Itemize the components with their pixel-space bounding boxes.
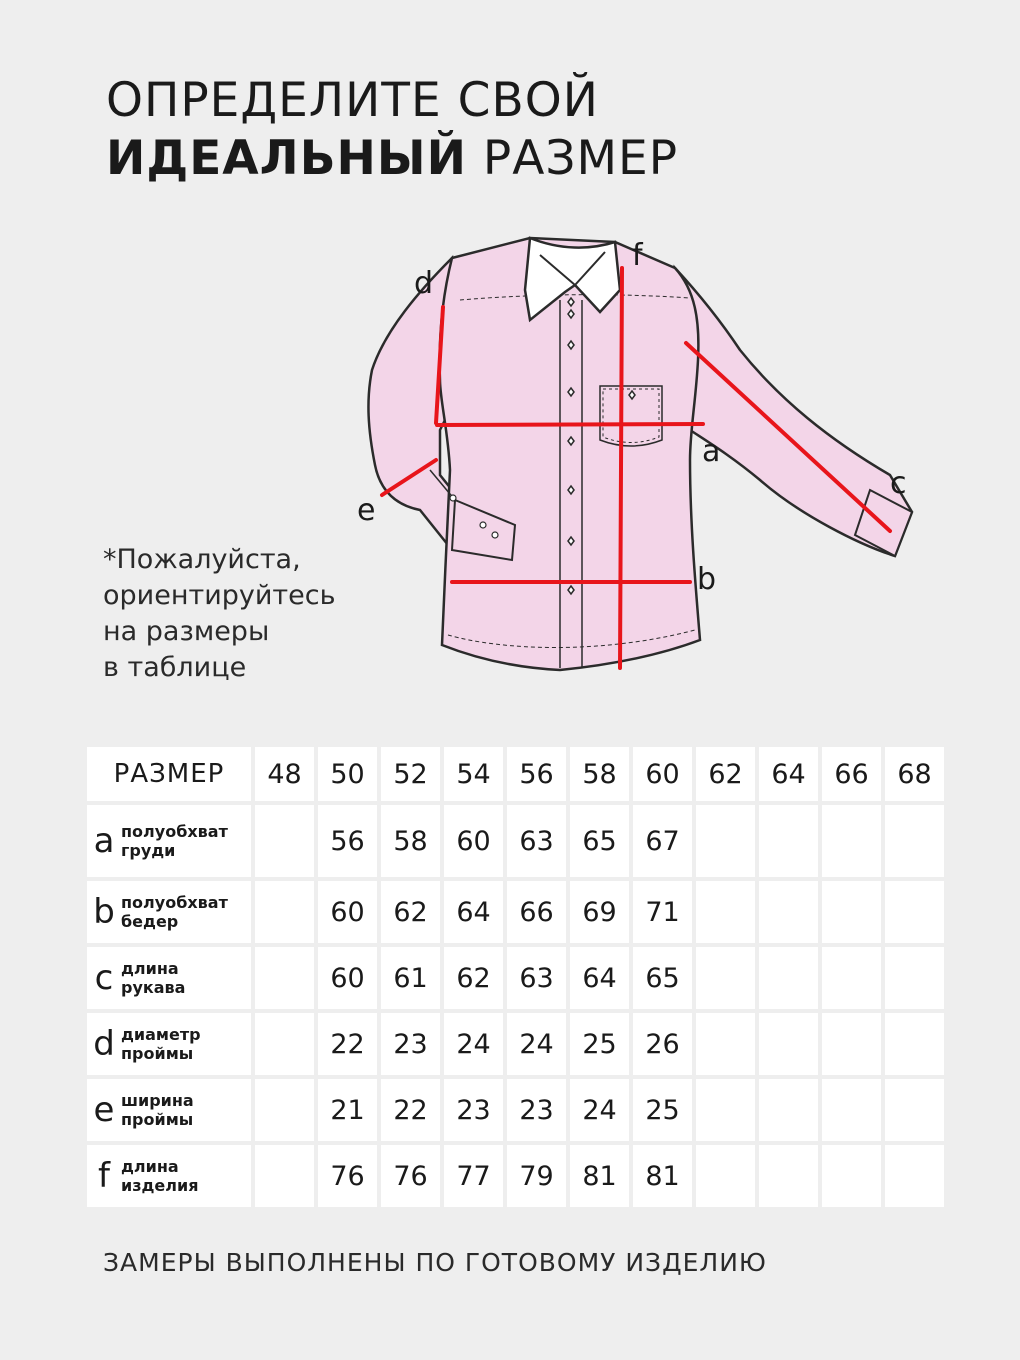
- value-cell: [696, 1013, 755, 1075]
- label-b: b: [697, 562, 717, 597]
- value-cell: [759, 1145, 818, 1207]
- value-cell: [822, 805, 881, 877]
- value-cell: [759, 805, 818, 877]
- size-header-cell: 54: [444, 747, 503, 801]
- size-header-cell: 52: [381, 747, 440, 801]
- value-cell: 63: [507, 947, 566, 1009]
- param-letter: b: [93, 892, 115, 932]
- value-cell: 25: [633, 1079, 692, 1141]
- value-cell: [885, 881, 944, 943]
- value-cell: [885, 947, 944, 1009]
- value-cell: 26: [633, 1013, 692, 1075]
- value-cell: 23: [444, 1079, 503, 1141]
- size-header-cell: 50: [318, 747, 377, 801]
- size-header-cell: 62: [696, 747, 755, 801]
- value-cell: 24: [507, 1013, 566, 1075]
- value-cell: [822, 881, 881, 943]
- size-table: [83, 743, 948, 1211]
- size-header-cell: 60: [633, 747, 692, 801]
- measure-line-a: [437, 424, 703, 425]
- value-cell: 81: [570, 1145, 629, 1207]
- param-name: ширина проймы: [121, 1091, 194, 1129]
- shirt-illustration: [357, 228, 930, 688]
- param-letter: d: [93, 1024, 115, 1064]
- param-cell: [87, 881, 251, 943]
- param-letter: e: [93, 1090, 115, 1130]
- label-a: a: [702, 434, 721, 469]
- title-rest-word: РАЗМЕР: [482, 131, 679, 186]
- value-cell: [255, 1145, 314, 1207]
- footer-note: ЗАМЕРЫ ВЫПОЛНЕНЫ ПО ГОТОВОМУ ИЗДЕЛИЮ: [103, 1248, 767, 1277]
- size-header-cell: 68: [885, 747, 944, 801]
- value-cell: 69: [570, 881, 629, 943]
- value-cell: [255, 947, 314, 1009]
- value-cell: [885, 805, 944, 877]
- value-cell: 58: [381, 805, 440, 877]
- value-cell: [696, 881, 755, 943]
- value-cell: [759, 881, 818, 943]
- value-cell: 22: [381, 1079, 440, 1141]
- value-cell: [696, 805, 755, 877]
- param-name: длина рукава: [121, 959, 186, 997]
- param-letter: a: [93, 821, 115, 861]
- value-cell: [822, 1079, 881, 1141]
- value-cell: 76: [318, 1145, 377, 1207]
- label-c: c: [890, 466, 907, 501]
- value-cell: 60: [318, 881, 377, 943]
- param-cell: [87, 805, 251, 877]
- title-line-2: [106, 130, 678, 188]
- param-letter: c: [94, 958, 114, 998]
- label-e: e: [357, 493, 376, 528]
- table-row: [87, 947, 944, 1009]
- value-cell: 21: [318, 1079, 377, 1141]
- value-cell: 64: [444, 881, 503, 943]
- note-line-4: в таблице: [103, 652, 247, 683]
- value-cell: 81: [633, 1145, 692, 1207]
- value-cell: [255, 805, 314, 877]
- label-d: d: [414, 266, 434, 301]
- value-cell: 67: [633, 805, 692, 877]
- table-row: [87, 805, 944, 877]
- param-cell: [87, 1145, 251, 1207]
- value-cell: 65: [633, 947, 692, 1009]
- value-cell: 64: [570, 947, 629, 1009]
- shirt-diagram: [357, 228, 930, 688]
- size-header-cell: 48: [255, 747, 314, 801]
- value-cell: [885, 1145, 944, 1207]
- value-cell: [885, 1013, 944, 1075]
- size-header-row: [87, 747, 944, 801]
- value-cell: [759, 947, 818, 1009]
- value-cell: 66: [507, 881, 566, 943]
- value-cell: [822, 1145, 881, 1207]
- param-cell: [87, 1013, 251, 1075]
- value-cell: 24: [570, 1079, 629, 1141]
- shirt-body: [368, 238, 912, 670]
- page-title: [106, 72, 678, 188]
- value-cell: 61: [381, 947, 440, 1009]
- value-cell: 79: [507, 1145, 566, 1207]
- value-cell: 62: [381, 881, 440, 943]
- param-name: полуобхват бедер: [121, 893, 228, 931]
- table-row: [87, 1013, 944, 1075]
- value-cell: 60: [318, 947, 377, 1009]
- param-name: длина изделия: [121, 1157, 199, 1195]
- param-cell: [87, 947, 251, 1009]
- size-header-cell: 66: [822, 747, 881, 801]
- size-note: [103, 542, 336, 686]
- value-cell: 25: [570, 1013, 629, 1075]
- value-cell: [255, 1079, 314, 1141]
- note-line-3: на размеры: [103, 616, 270, 647]
- value-cell: [822, 1013, 881, 1075]
- value-cell: 71: [633, 881, 692, 943]
- size-header-cell: 64: [759, 747, 818, 801]
- value-cell: [759, 1079, 818, 1141]
- value-cell: [255, 1013, 314, 1075]
- value-cell: 24: [444, 1013, 503, 1075]
- label-f: f: [632, 238, 643, 273]
- value-cell: [696, 947, 755, 1009]
- value-cell: [696, 1079, 755, 1141]
- value-cell: [759, 1013, 818, 1075]
- table-row: [87, 1079, 944, 1141]
- param-cell: [87, 1079, 251, 1141]
- value-cell: 62: [444, 947, 503, 1009]
- param-letter: f: [98, 1156, 110, 1196]
- value-cell: 63: [507, 805, 566, 877]
- value-cell: 65: [570, 805, 629, 877]
- value-cell: 77: [444, 1145, 503, 1207]
- value-cell: 23: [381, 1013, 440, 1075]
- value-cell: [885, 1079, 944, 1141]
- size-header-cell: 56: [507, 747, 566, 801]
- table-row: [87, 881, 944, 943]
- value-cell: 60: [444, 805, 503, 877]
- value-cell: 56: [318, 805, 377, 877]
- title-bold-word: ИДЕАЛЬНЫЙ: [106, 131, 467, 186]
- value-cell: 22: [318, 1013, 377, 1075]
- size-header-label: РАЗМЕР: [87, 747, 251, 801]
- param-name: полуобхват груди: [121, 822, 228, 860]
- note-line-1: *Пожалуйста,: [103, 544, 301, 575]
- measure-line-f: [620, 268, 622, 668]
- title-line-1: ОПРЕДЕЛИТЕ СВОЙ: [106, 73, 599, 128]
- size-header-cell: 58: [570, 747, 629, 801]
- value-cell: [822, 947, 881, 1009]
- param-name: диаметр проймы: [121, 1025, 201, 1063]
- size-table-body: [87, 805, 944, 1207]
- value-cell: [255, 881, 314, 943]
- value-cell: 23: [507, 1079, 566, 1141]
- note-line-2: ориентируйтесь: [103, 580, 336, 611]
- value-cell: 76: [381, 1145, 440, 1207]
- table-row: [87, 1145, 944, 1207]
- value-cell: [696, 1145, 755, 1207]
